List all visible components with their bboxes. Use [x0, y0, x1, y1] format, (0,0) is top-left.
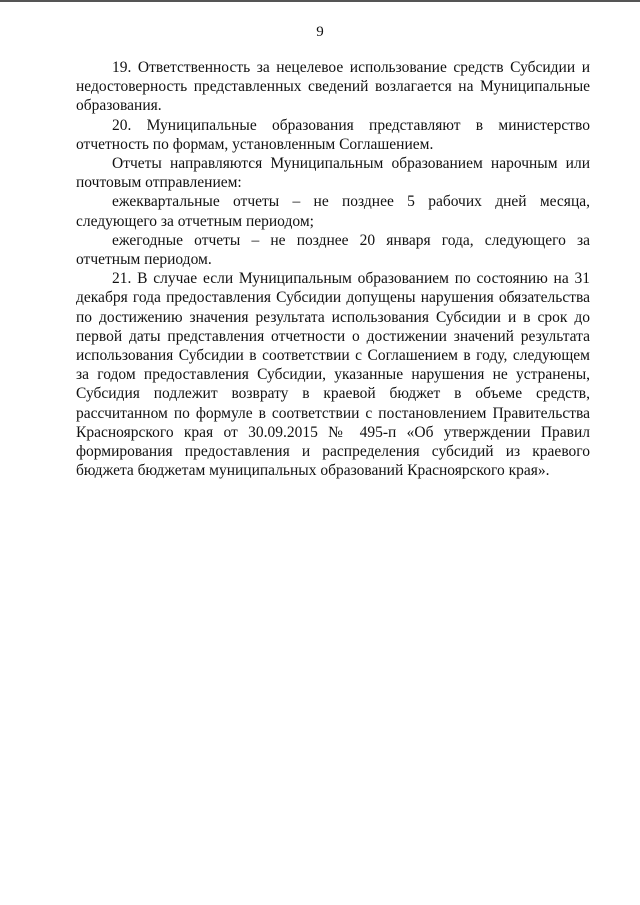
document-body: [76, 58, 590, 480]
paragraph-reports-delivery: Отчеты направляются Муниципальным образованием нарочным или почтовым отправлением:: [76, 155, 590, 192]
paragraph-quarterly-reports: ежеквартальные отчеты – не позднее 5 рабочих дней месяца, следующего за отчетным периодом;: [76, 193, 590, 230]
paragraph-19: 19. Ответственность за нецелевое использование средств Субсидии и недостоверность представленных сведений возлагается на Муниципальные образования.: [76, 59, 590, 115]
paragraph-21: 21. В случае если Муниципальным образованием по состоянию на 31 декабря года предоставления Субсидии допущены нарушения обязательства по достижению значения результата использования Субсидии и в срок до первой даты представления отчетности о достижении значений результата использования Субсидии в соответствии с Соглашением в году, следующем за годом предоставления Субсидии, указанные нарушения не устранены, Субсидия подлежит возврату в краевой бюджет в объеме средств, рассчитанном по формуле в соответствии с постановлением Правительства Красноярского края от 30.09.2015 № 495-п «Об утверждении Правил формирования предоставления и распределения субсидий из краевого бюджета бюджетам муниципальных образований Красноярского края».: [76, 270, 590, 480]
paragraph-annual-reports: ежегодные отчеты – не позднее 20 января года, следующего за отчетным периодом.: [76, 231, 590, 269]
paragraph-20: 20. Муниципальные образования представляют в министерство отчетность по формам, установленным Соглашением.: [76, 116, 590, 153]
top-border-line: [0, 0, 640, 2]
page-number: 9: [316, 24, 324, 40]
